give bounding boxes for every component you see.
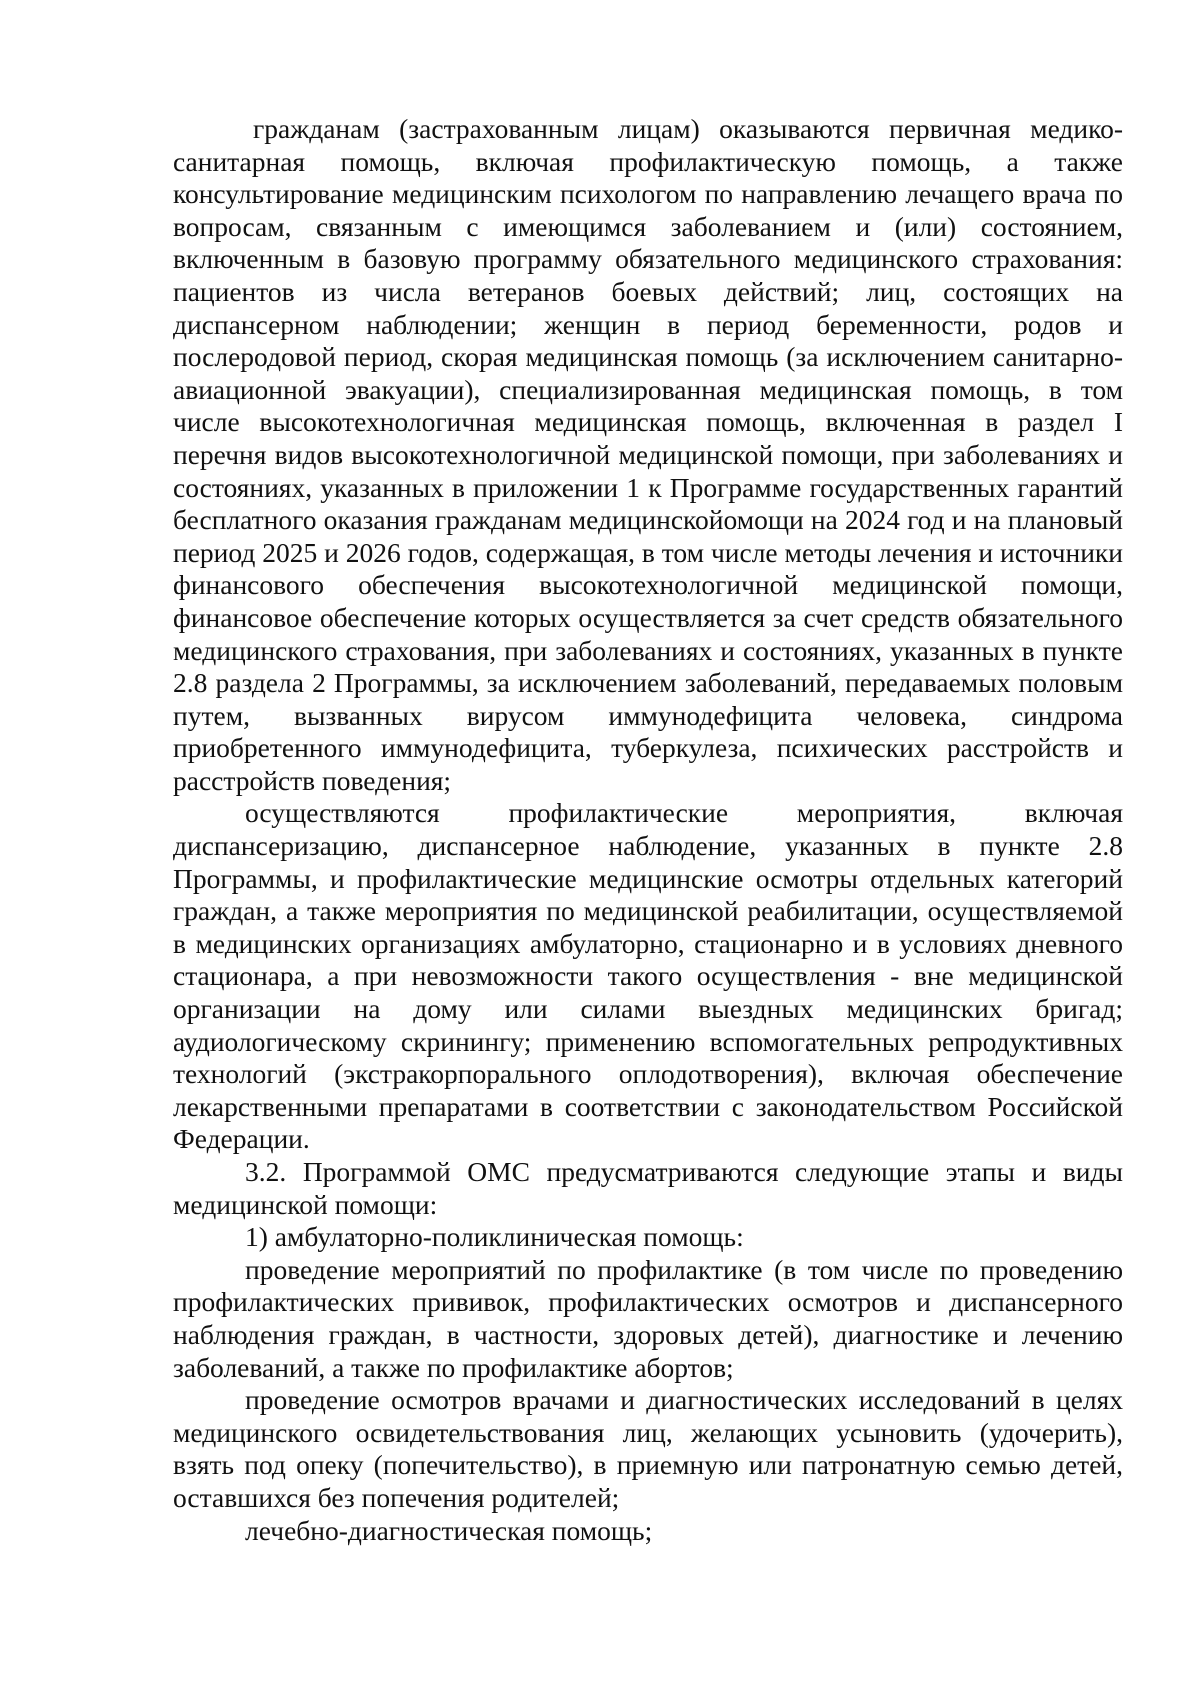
paragraph-prevention-activities: проведение мероприятий по профилактике (в том числе по проведению профилактических прививок, профилактических осмотров и диспансерного наблюдения граждан, в частности, здоровых детей), диагностике и лечению заболеваний, а также по профилактике абортов;	[173, 1253, 1123, 1383]
paragraph-preventive-measures: осуществляются профилактические мероприятия, включая диспансеризацию, диспансерное наблюдение, указанных в пункте 2.8 Программы, и профилактические медицинские осмотры отдельных категорий граждан, а также мероприятия по медицинской реабилитации, осуществляемой в медицинских организациях амбулаторно, стационарно и в условиях дневного стационара, а при невозможности такого осуществления - вне медицинской организации на дому или силами выездных медицинских бригад; аудиологическому скринингу; применению вспомогательных репродуктивных технологий (экстракорпорального оплодотворения), включая обеспечение лекарственными препаратами в соответствии с законодательством Российской Федерации.	[173, 797, 1123, 1155]
document-page	[173, 113, 1123, 1547]
paragraph-outpatient-care-heading: 1) амбулаторно-поликлиническая помощь:	[245, 1221, 744, 1253]
paragraph-section-3-2: 3.2. Программой ОМС предусматриваются следующие этапы и виды медицинской помощи:	[173, 1156, 1123, 1220]
paragraph-medical-examinations: проведение осмотров врачами и диагностических исследований в целях медицинского освидетельствования лиц, желающих усыновить (удочерить), взять под опеку (попечительство), в приемную или патронатную семью детей, оставшихся без попечения родителей;	[173, 1384, 1123, 1513]
paragraph-diagnostic-care: лечебно-диагностическая помощь;	[245, 1514, 653, 1546]
paragraph-insured-citizens-care: гражданам (застрахованным лицам) оказываются первичная медико-санитарная помощь, включая профилактическую помощь, а также консультирование медицинским психологом по направлению лечащего врача по вопросам, связанным с имеющимся заболеванием и (или) состоянием, включенным в базовую программу обязательного медицинского страхования: пациентов из числа ветеранов боевых действий; лиц, состоящих на диспансерном наблюдении; женщин в период беременности, родов и послеродовой период, скорая медицинская помощь (за исключением санитарно-авиационной эвакуации), специализированная медицинская помощь, в том числе высокотехнологичная медицинская помощь, включенная в раздел I перечня видов высокотехнологичной медицинской помощи, при заболеваниях и состояниях, указанных в приложении 1 к Программе государственных гарантий бесплатного оказания гражданам медицинскойомощи на 2024 год и на плановый период 2025 и 2026 годов, содержащая, в том числе методы лечения и источники финансового обеспечения высокотехнологичной медицинской помощи, финансовое обеспечение которых осуществляется за счет средств обязательного медицинского страхования, при заболеваниях и состояниях, указанных в пункте 2.8 раздела 2 Программы, за исключением заболеваний, передаваемых половым путем, вызванных вирусом иммунодефицита человека, синдрома приобретенного иммунодефицита, туберкулеза, психических расстройств и расстройств поведения;	[173, 113, 1123, 796]
